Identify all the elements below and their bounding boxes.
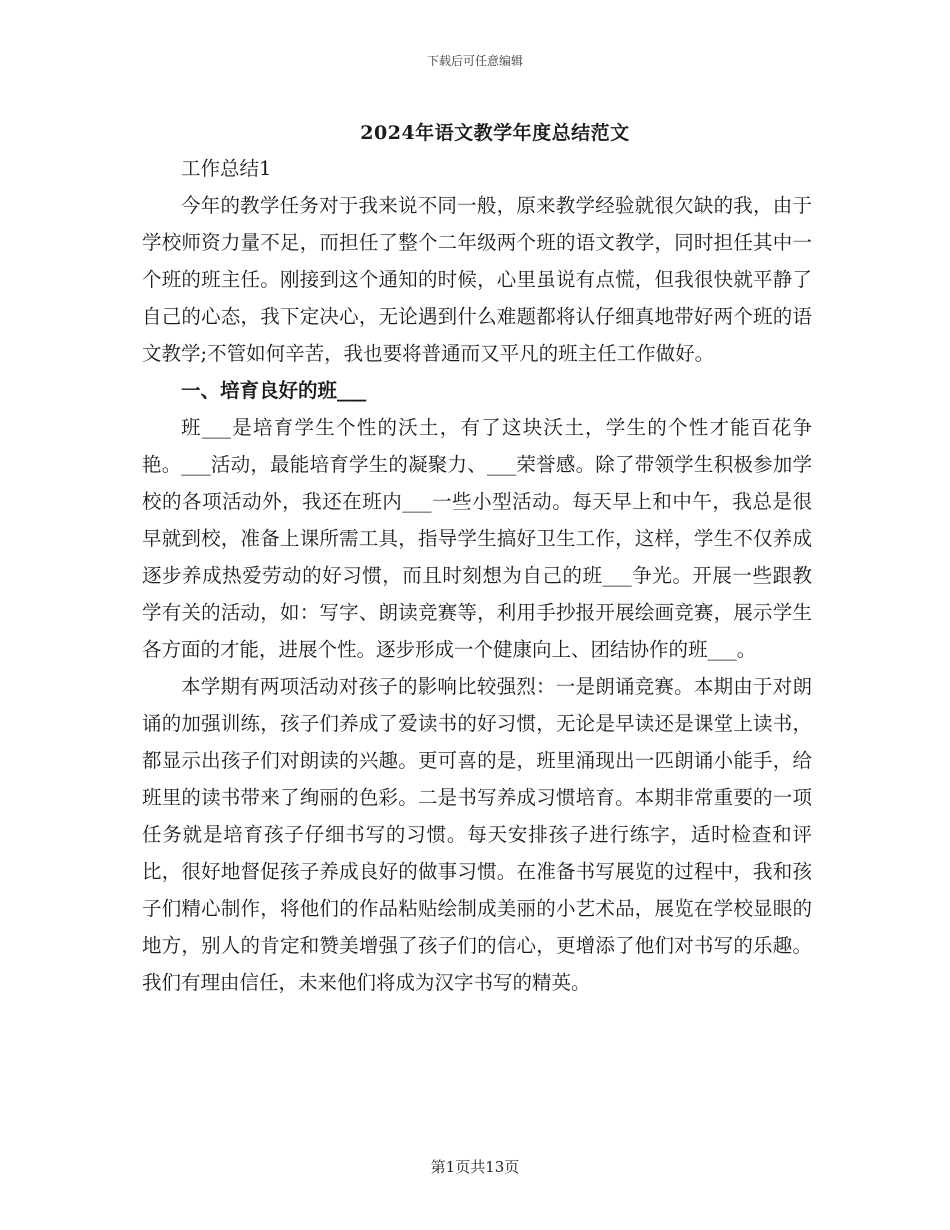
document-body: [142, 150, 812, 1001]
section-label: 工作总结1: [181, 157, 272, 180]
section-heading: 一、培育良好的班___: [181, 379, 367, 402]
paragraph-activities: 本学期有两项活动对孩子的影响比较强烈：一是朗诵竞赛。本期由于对朗诵的加强训练，孩子们养成了爱读书的好习惯，无论是早读还是课堂上读书，都显示出孩子们对朗读的兴趣。更可喜的是，班里涌现出一匹朗诵小能手，给班里的读书带来了绚丽的色彩。二是书写养成习惯培育。本期非常重要的一项任务就是培育孩子仔细书写的习惯。每天安排孩子进行练字，适时检查和评比，很好地督促孩子养成良好的做事习惯。在准备书写展览的过程中，我和孩子们精心制作，将他们的作品粘贴绘制成美丽的小艺术品，展览在学校显眼的地方，别人的肯定和赞美增强了孩子们的信心，更增添了他们对书写的乐趣。我们有理由信任，未来他们将成为汉字书写的精英。: [142, 675, 812, 994]
paragraph-class-culture: 班___是培育学生个性的沃土，有了这块沃土，学生的个性才能百花争艳。___活动，最能培育学生的凝聚力、___荣誉感。除了带领学生积极参加学校的各项活动外，我还在班内___一些小型活动。每天早上和中午，我总是很早就到校，准备上课所需工具，指导学生搞好卫生工作，这样，学生不仅养成逐步养成热爱劳动的好习惯，而且时刻想为自己的班___争光。开展一些跟教学有关的活动，如：写字、朗读竞赛等，利用手抄报开展绘画竞赛，展示学生各方面的才能，进展个性。逐步形成一个健康向上、团结协作的班___。: [142, 416, 812, 661]
page-footer: 第1页共13页: [430, 1158, 520, 1176]
document-title: 2024年语文教学年度总结范文: [360, 122, 630, 144]
paragraph-intro: 今年的教学任务对于我来说不同一般，原来教学经验就很欠缺的我，由于学校师资力量不足，而担任了整个二年级两个班的语文教学，同时担任其中一个班的班主任。刚接到这个通知的时候，心里虽说有点慌，但我很快就平静了自己的心态，我下定决心，无论遇到什么难题都将认仔细真地带好两个班的语文教学;不管如何辛苦，我也要将普通而又平凡的班主任工作做好。: [142, 194, 812, 365]
page-header: 下载后可任意编辑: [426, 54, 523, 68]
